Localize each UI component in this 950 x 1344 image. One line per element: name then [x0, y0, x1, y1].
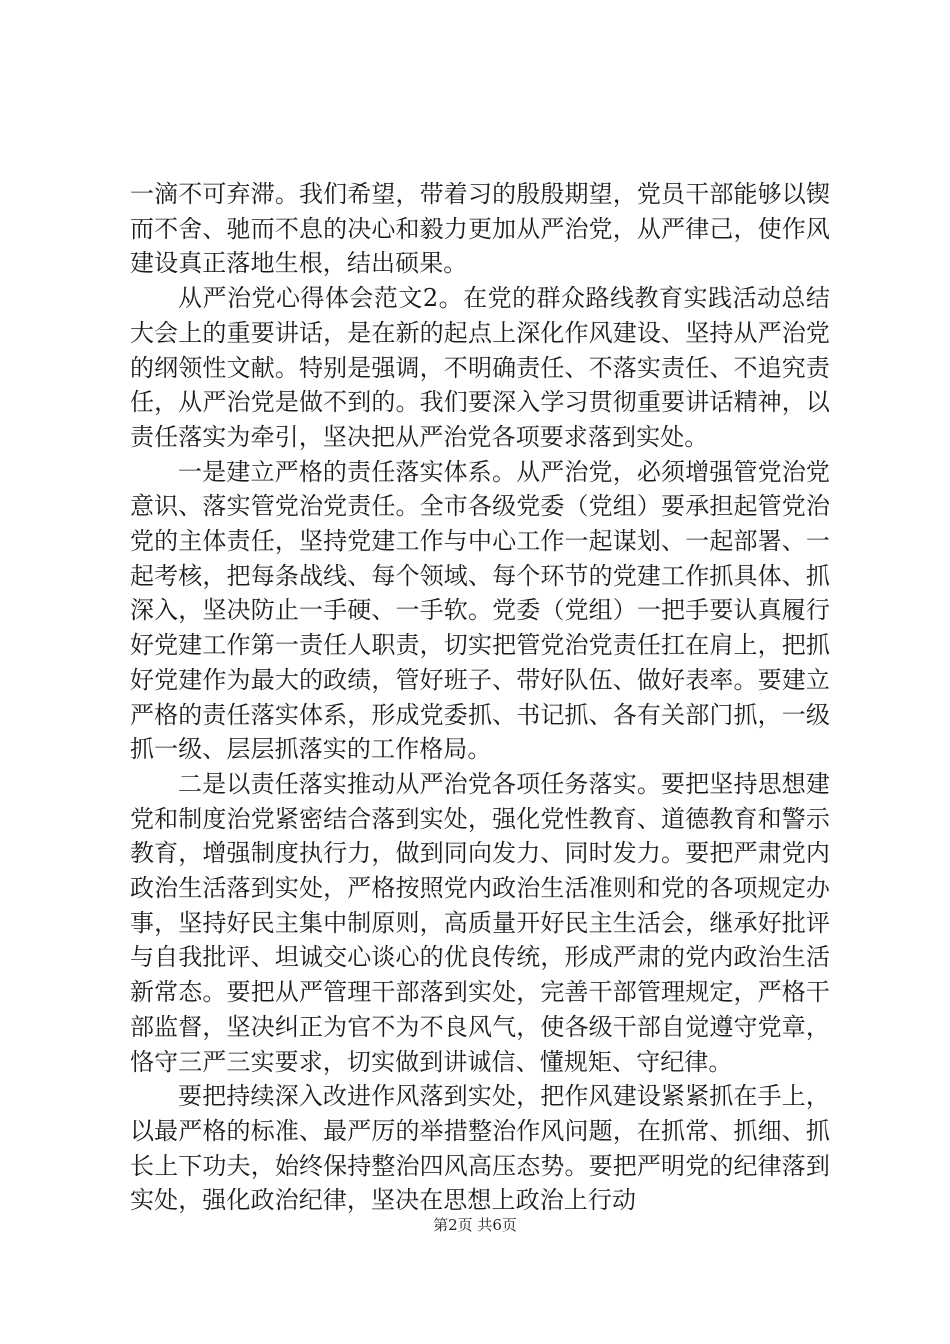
paragraph-4: 二是以责任落实推动从严治党各项任务落实。要把坚持思想建党和制度治党紧密结合落到实处，强化党性教育、道德教育和警示教育，增强制度执行力，做到同向发力、同时发力。要把严肃党内政治生活落到实处，严格按照党内政治生活准则和党的各项规定办事，坚持好民主集中制原则，高质量开好民主生活会，继承好批评与自我批评、坦诚交心谈心的优良传统，形成严肃的党内政治生活新常态。要把从严管理干部落到实处，完善干部管理规定，严格干部监督，坚决纠正为官不为不良风气，使各级干部自觉遵守党章，恪守三严三实要求，切实做到讲诚信、懂规矩、守纪律。	[130, 769, 830, 1076]
paragraph-3: 一是建立严格的责任落实体系。从严治党，必须增强管党治党意识、落实管党治党责任。全市各级党委（党组）要承担起管党治党的主体责任，坚持党建工作与中心工作一起谋划、一起部署、一起考核，把每条战线、每个领域、每个环节的党建工作抓具体、抓深入，坚决防止一手硬、一手软。党委（党组）一把手要认真履行好党建工作第一责任人职责，切实把管党治党责任扛在肩上，把抓好党建作为最大的政绩，管好班子、带好队伍、做好表率。要建立严格的责任落实体系，形成党委抓、书记抓、各有关部门抓，一级抓一级、层层抓落实的工作格局。	[130, 457, 830, 764]
page-footer: 第2页 共6页	[433, 1216, 517, 1234]
document-body	[130, 177, 830, 1218]
paragraph-2: 从严治党心得体会范文2。在党的群众路线教育实践活动总结大会上的重要讲话，是在新的起点上深化作风建设、坚持从严治党的纲领性文献。特别是强调，不明确责任、不落实责任、不追究责任，从严治党是做不到的。我们要深入学习贯彻重要讲话精神，以责任落实为牵引，坚决把从严治党各项要求落到实处。	[130, 284, 830, 451]
paragraph-1: 一滴不可弃滞。我们希望，带着习的殷殷期望，党员干部能够以锲而不舍、驰而不息的决心和毅力更加从严治党，从严律己，使作风建设真正落地生根，结出硕果。	[130, 180, 830, 278]
paragraph-5: 要把持续深入改进作风落到实处，把作风建设紧紧抓在手上，以最严格的标准、最严厉的举措整治作风问题，在抓常、抓细、抓长上下功夫，始终保持整治四风高压态势。要把严明党的纪律落到实处，强化政治纪律，坚决在思想上政治上行动	[130, 1082, 830, 1215]
